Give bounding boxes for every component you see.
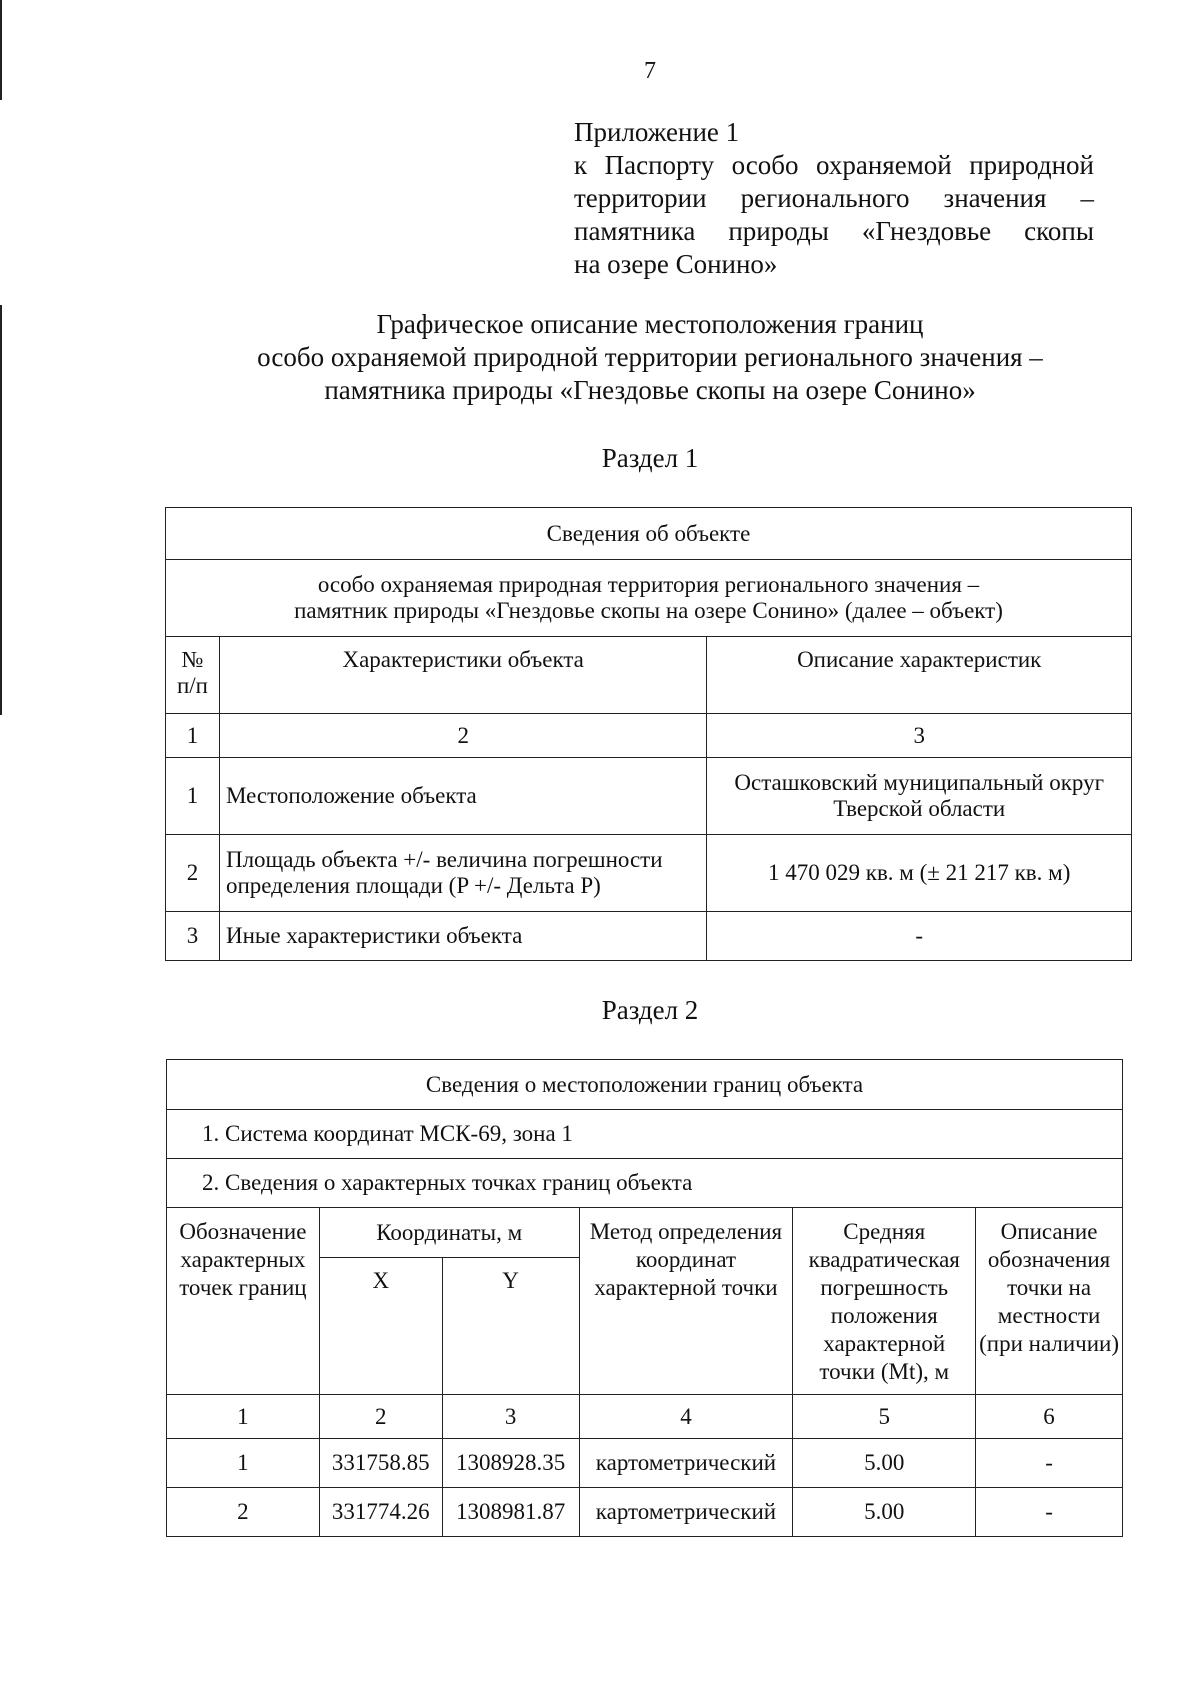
table-row (167, 1439, 1123, 1488)
row-num: 2 (166, 835, 220, 912)
row-characteristic: Иные характеристики объекта (219, 912, 706, 961)
point-x: 331758.85 (319, 1439, 442, 1488)
object-name-line: памятник природы «Гнездовье скопы на озере Сонино» (далее – объект) (294, 598, 1003, 623)
scan-edge-mark (0, 0, 2, 100)
col-number: 2 (219, 714, 706, 758)
row-num: 3 (166, 912, 220, 961)
point-description: - (976, 1439, 1123, 1488)
appendix-line: Приложение 1 (574, 117, 740, 147)
appendix-block (574, 116, 1094, 281)
header-designation: Обозначение характерных точек границ (167, 1208, 320, 1395)
row-characteristic (219, 835, 706, 912)
point-method: картометрический (579, 1439, 793, 1488)
point-error: 5.00 (793, 1439, 976, 1488)
row-characteristic-line: Площадь объекта +/- величина погрешности (225, 847, 663, 872)
col-number: 1 (167, 1395, 320, 1439)
header-coordinates: Координаты, м (319, 1208, 579, 1258)
point-method: картометрический (579, 1488, 793, 1537)
table-row (166, 758, 1132, 835)
document-title (0, 308, 1200, 407)
point-error: 5.00 (793, 1488, 976, 1537)
header-error: Средняя квадратическая погрешность положения характерной точки (Mt), м (793, 1208, 976, 1395)
header-num: № п/п (166, 637, 220, 714)
row-num: 1 (166, 758, 220, 835)
table-title: Сведения о местоположении границ объекта (167, 1060, 1123, 1110)
appendix-line: территории регионального значения – (574, 183, 1094, 213)
section2-heading: Раздел 2 (601, 995, 699, 1025)
point-y: 1308981.87 (442, 1488, 579, 1537)
row-value-line: Осташковский муниципальный округ (734, 770, 1105, 795)
table-row (166, 912, 1132, 961)
col-number: 4 (579, 1395, 793, 1439)
header-y: Y (442, 1258, 579, 1395)
boundary-table (166, 1059, 1123, 1537)
header-description: Описание обозначения точки на местности (при наличии) (976, 1208, 1123, 1395)
point-id: 1 (167, 1439, 320, 1488)
row-value (707, 758, 1132, 835)
col-number: 3 (442, 1395, 579, 1439)
title-line: особо охраняемой природной территории регионального значения – (257, 342, 1043, 372)
table-row (167, 1488, 1123, 1537)
object-info-table (165, 507, 1132, 961)
point-id: 2 (167, 1488, 320, 1537)
col-number: 6 (976, 1395, 1123, 1439)
title-line: памятника природы «Гнездовье скопы на озере Сонино» (324, 375, 976, 405)
point-description: - (976, 1488, 1123, 1537)
row-characteristic-line: определения площади (P +/- Дельта P) (225, 873, 601, 898)
coord-system-label: 1. Система координат МСК-69, зона 1 (167, 1110, 1123, 1159)
point-y: 1308928.35 (442, 1439, 579, 1488)
col-number: 5 (793, 1395, 976, 1439)
col-number: 2 (319, 1395, 442, 1439)
table-row (166, 835, 1132, 912)
header-description: Описание характеристик (707, 637, 1132, 714)
points-caption: 2. Сведения о характерных точках границ объекта (167, 1159, 1123, 1208)
appendix-line: памятника природы «Гнездовье скопы (574, 216, 1094, 246)
appendix-line: к Паспорту особо охраняемой природной (574, 150, 1094, 180)
col-number: 1 (166, 714, 220, 758)
page-number: 7 (644, 58, 656, 84)
header-x: X (319, 1258, 442, 1395)
row-characteristic: Местоположение объекта (219, 758, 706, 835)
object-name-line: особо охраняемая природная территория регионального значения – (317, 572, 980, 597)
row-value-line: Тверской области (833, 796, 1006, 821)
row-value: - (707, 912, 1132, 961)
row-value: 1 470 029 кв. м (± 21 217 кв. м) (707, 835, 1132, 912)
col-number: 3 (707, 714, 1132, 758)
title-line: Графическое описание местоположения границ (376, 309, 924, 339)
point-x: 331774.26 (319, 1488, 442, 1537)
section1-heading: Раздел 1 (601, 443, 699, 473)
header-characteristic: Характеристики объекта (219, 637, 706, 714)
header-method: Метод определения координат характерной точки (579, 1208, 793, 1395)
table-title: Сведения об объекте (166, 508, 1132, 560)
object-name-cell (166, 560, 1132, 637)
appendix-line: на озере Сонино» (574, 249, 778, 279)
